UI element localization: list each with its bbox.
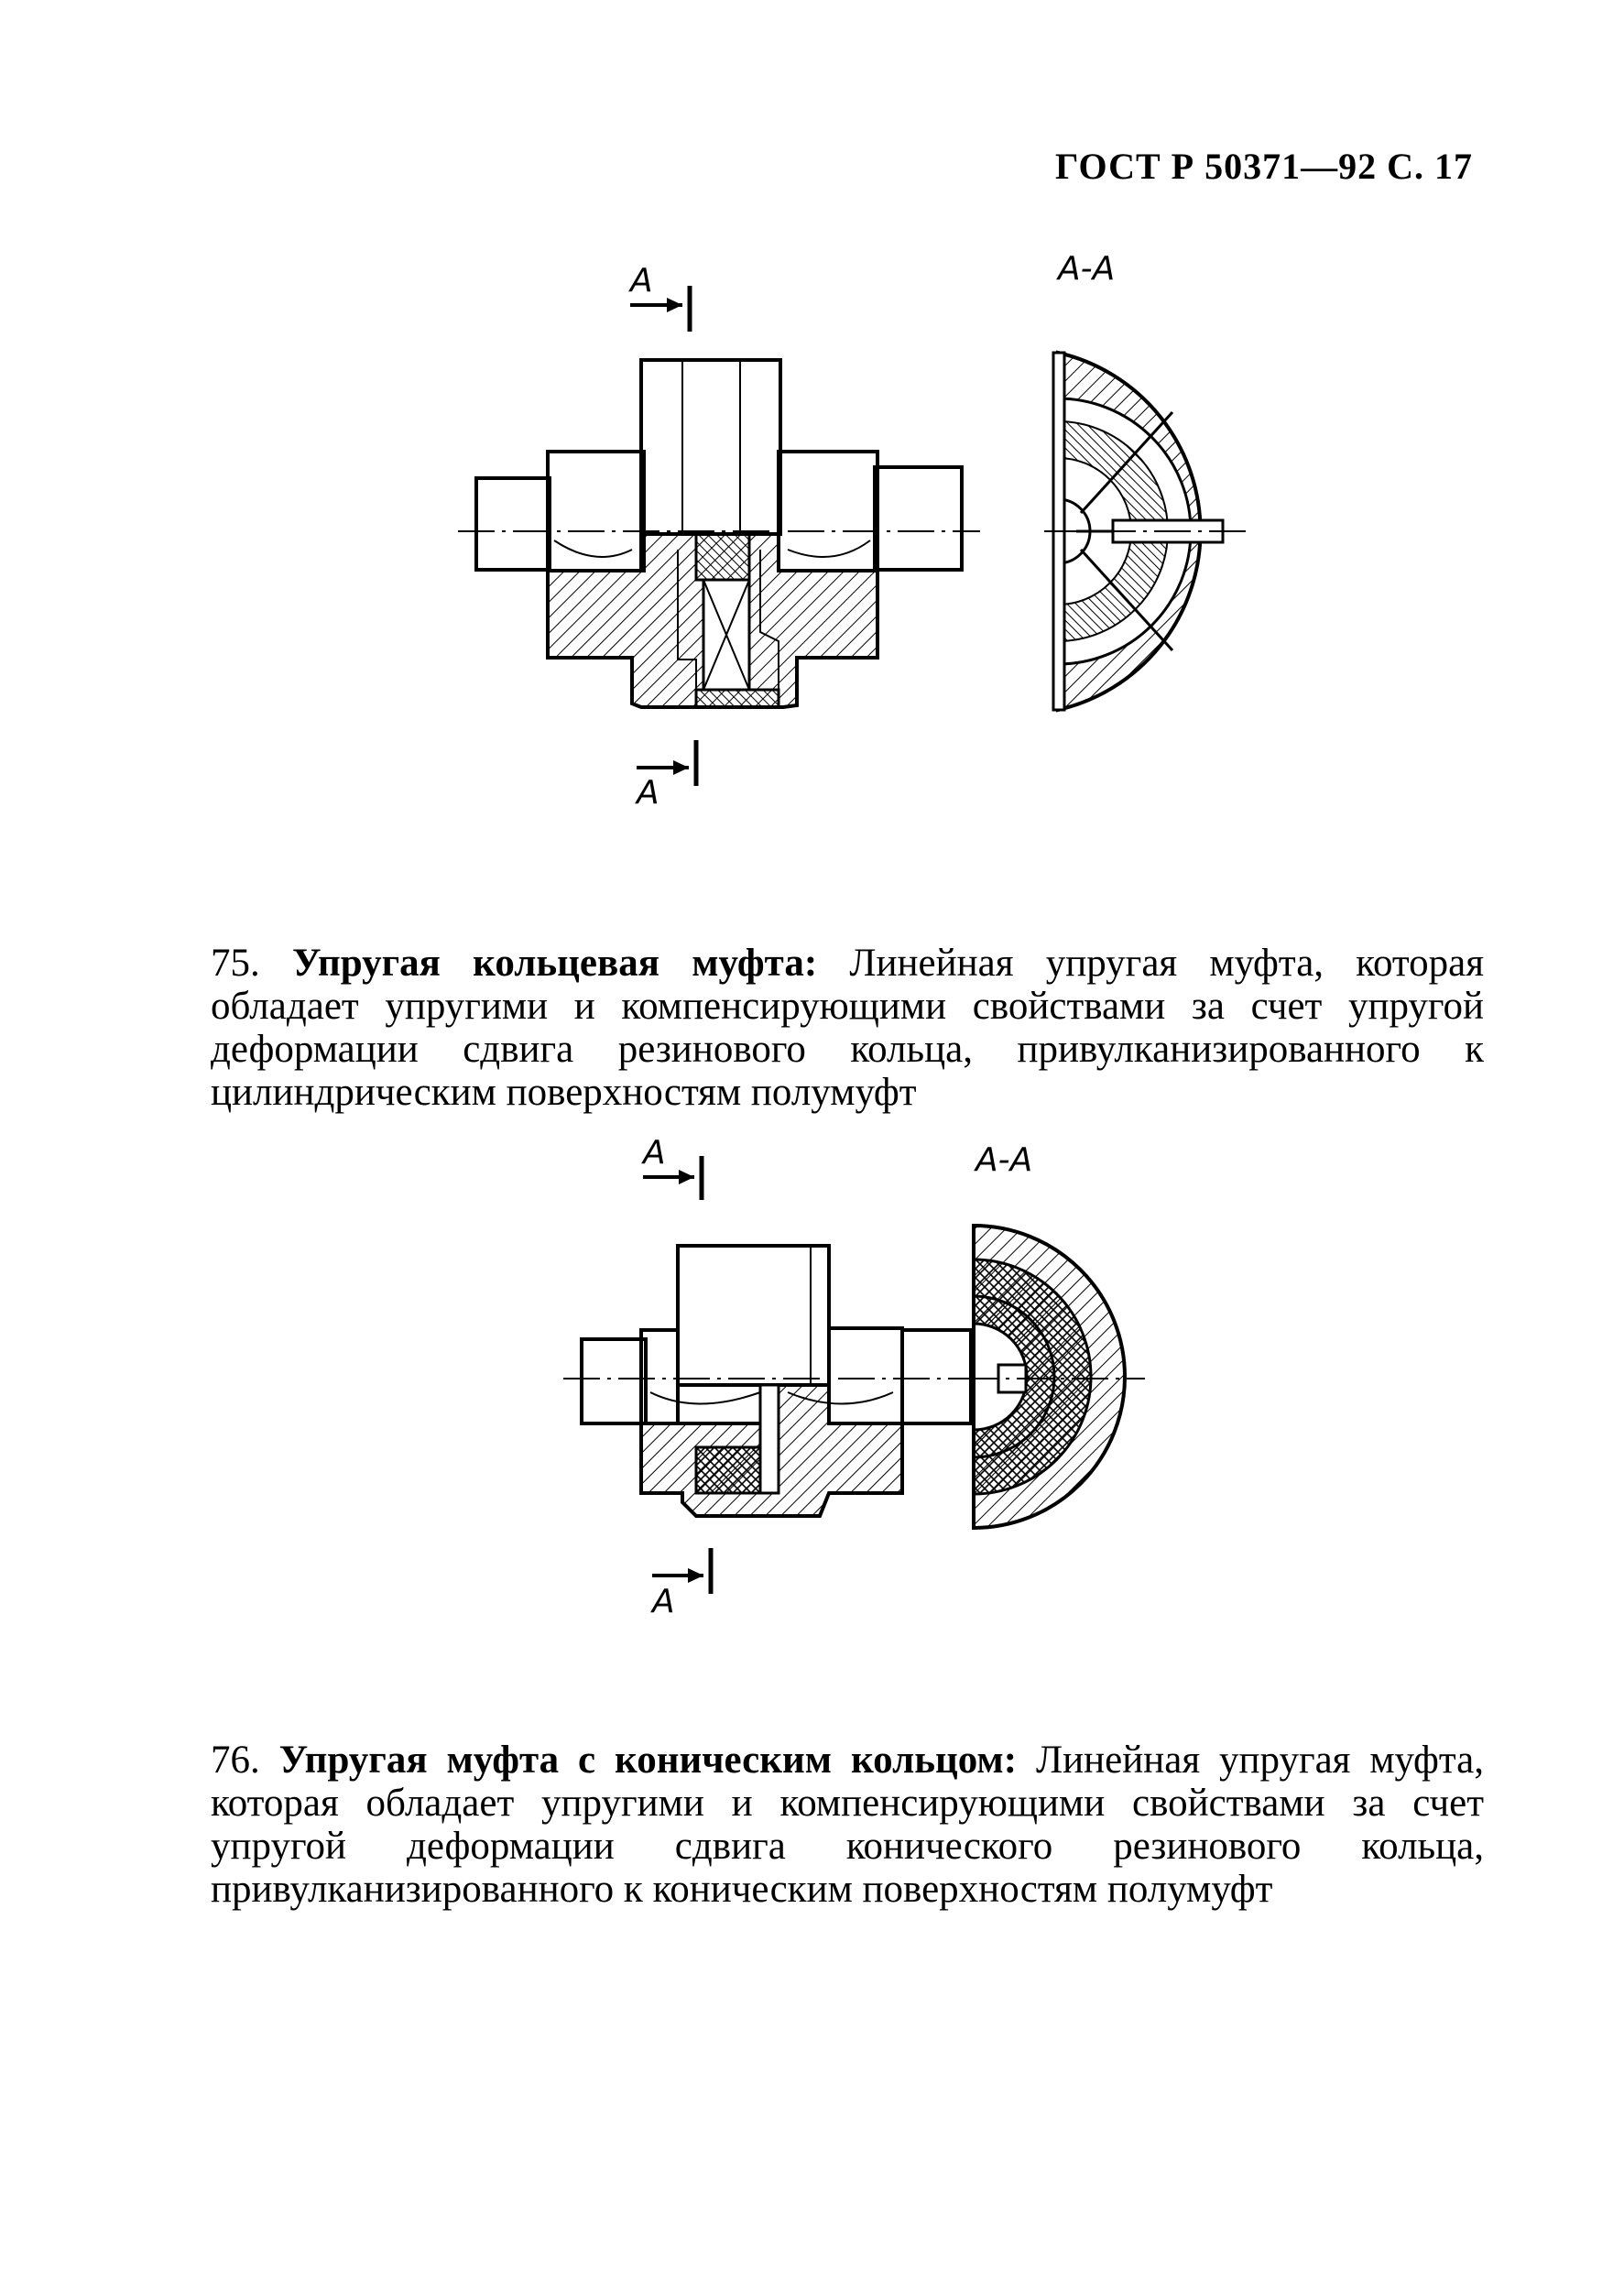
shaft-left [476, 478, 550, 570]
flange-top-2 [678, 1246, 829, 1385]
cut-label-bottom-2: А [652, 1583, 675, 1620]
item-76-term: Упругая муфта с коническим кольцом: [278, 1739, 1018, 1782]
item-75-text: Линейная упругая муфта, которая обладает упругими и компенсирующими свойствами за счет упругой деформации сдвига резинового кольца, привулканизированного к цилиндрическим поверхностям полумуфт [211, 942, 1484, 1114]
item-76 [211, 1739, 1484, 1911]
figure-coupling-1 [0, 0, 1624, 870]
item-76-number: 76. [211, 1739, 260, 1782]
figure-coupling-2 [0, 1099, 1624, 1649]
figure-1-drawing [0, 0, 1624, 870]
section-label-1: А-А [1058, 250, 1116, 288]
section-view-2 [962, 1226, 1145, 1528]
section-label-2: А-А [975, 1141, 1033, 1179]
item-75 [211, 942, 1484, 1114]
item-75-number: 75. [211, 942, 260, 985]
flange-top [641, 360, 780, 534]
cut-label-top-2: А [643, 1134, 666, 1172]
figure-2-drawing [0, 1099, 1624, 1649]
section-view-1 [1044, 353, 1246, 710]
shaft-right [875, 467, 962, 570]
cut-label-top: А [630, 262, 653, 300]
cut-label-bottom: А [637, 774, 659, 812]
item-75-term: Упругая кольцевая муфта: [291, 942, 818, 985]
item-76-text: Линейная упругая муфта, которая обладает упругими и компенсирующими свойствами за счет упругой деформации сдвига конического резинового кольца, привулканизированного к коническим поверхностям полумуфт [211, 1739, 1485, 1911]
page-header: ГОСТ Р 50371—92 С. 17 [1055, 146, 1473, 187]
